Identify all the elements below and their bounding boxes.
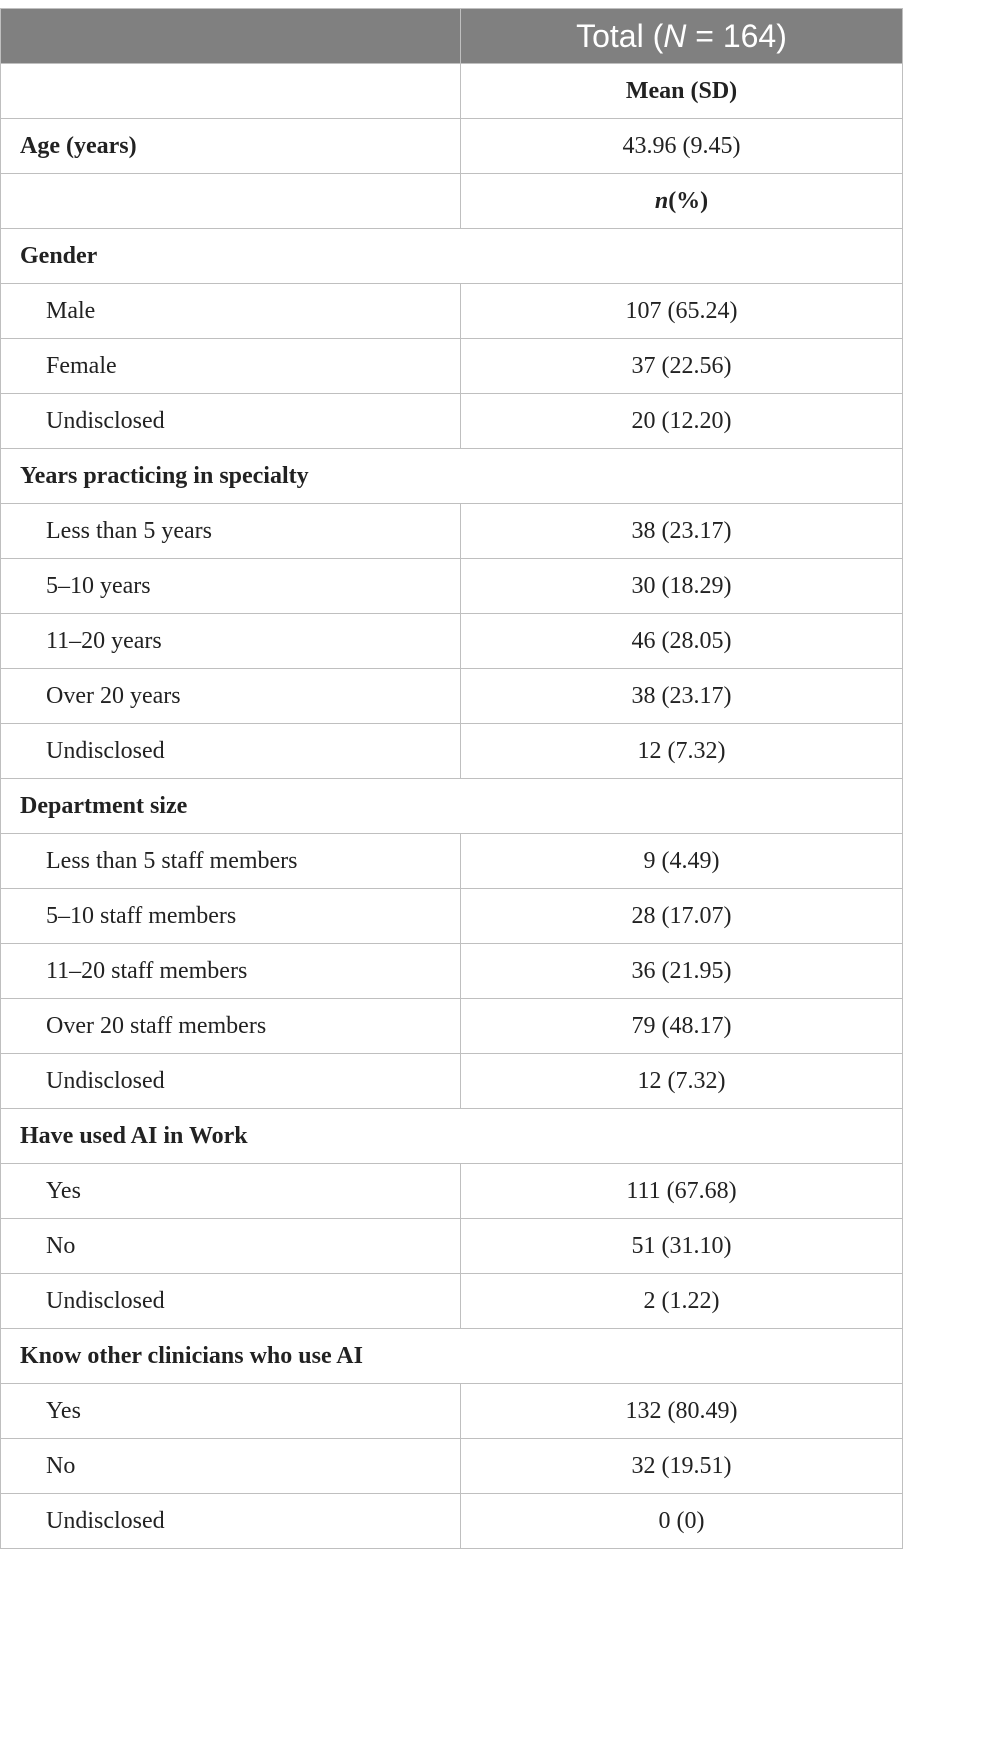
- table-row: [1, 284, 903, 339]
- age-value: 43.96 (9.45): [461, 119, 903, 174]
- row-value: 32 (19.51): [461, 1439, 903, 1494]
- row-value: 36 (21.95): [461, 944, 903, 999]
- row-value: 107 (65.24): [461, 284, 903, 339]
- table-row: [1, 339, 903, 394]
- table-row: [1, 944, 903, 999]
- row-value: 38 (23.17): [461, 504, 903, 559]
- row-label: Less than 5 staff members: [1, 834, 461, 889]
- table-row: [1, 889, 903, 944]
- table-row: [1, 1494, 903, 1549]
- table-row: [1, 1274, 903, 1329]
- section-title: Gender: [1, 229, 903, 284]
- total-n-italic: N: [663, 17, 687, 54]
- row-value: 46 (28.05): [461, 614, 903, 669]
- empty-cell: [1, 174, 461, 229]
- empty-cell: [1, 64, 461, 119]
- total-header: Total (N = 164): [461, 9, 903, 64]
- age-row: [1, 119, 903, 174]
- table-row: [1, 724, 903, 779]
- table-row: [1, 394, 903, 449]
- row-label: Yes: [1, 1164, 461, 1219]
- table-row: [1, 1164, 903, 1219]
- row-label: Undisclosed: [1, 394, 461, 449]
- row-value: 38 (23.17): [461, 669, 903, 724]
- section-title: Years practicing in specialty: [1, 449, 903, 504]
- row-label: Undisclosed: [1, 1494, 461, 1549]
- section-header-row: [1, 229, 903, 284]
- section-title: Know other clinicians who use AI: [1, 1329, 903, 1384]
- table-row: [1, 614, 903, 669]
- row-value: 132 (80.49): [461, 1384, 903, 1439]
- row-label: Female: [1, 339, 461, 394]
- row-value: 12 (7.32): [461, 1054, 903, 1109]
- table-row: [1, 1384, 903, 1439]
- row-label: Undisclosed: [1, 1274, 461, 1329]
- row-value: 51 (31.10): [461, 1219, 903, 1274]
- table-row: [1, 504, 903, 559]
- row-value: 20 (12.20): [461, 394, 903, 449]
- section-title: Have used AI in Work: [1, 1109, 903, 1164]
- age-label: Age (years): [1, 119, 461, 174]
- table-row: [1, 1219, 903, 1274]
- row-label: Yes: [1, 1384, 461, 1439]
- section-header-row: [1, 1109, 903, 1164]
- mean-sd-label: Mean (SD): [461, 64, 903, 119]
- row-value: 0 (0): [461, 1494, 903, 1549]
- row-label: Undisclosed: [1, 724, 461, 779]
- row-value: 111 (67.68): [461, 1164, 903, 1219]
- row-label: 11–20 staff members: [1, 944, 461, 999]
- row-value: 79 (48.17): [461, 999, 903, 1054]
- row-label: No: [1, 1219, 461, 1274]
- section-header-row: [1, 779, 903, 834]
- row-label: Undisclosed: [1, 1054, 461, 1109]
- row-label: 11–20 years: [1, 614, 461, 669]
- section-header-row: [1, 449, 903, 504]
- row-value: 2 (1.22): [461, 1274, 903, 1329]
- n-pct-row: [1, 174, 903, 229]
- mean-sd-row: [1, 64, 903, 119]
- row-value: 9 (4.49): [461, 834, 903, 889]
- table-row: [1, 834, 903, 889]
- section-header-row: [1, 1329, 903, 1384]
- header-empty-cell: [1, 9, 461, 64]
- row-value: 37 (22.56): [461, 339, 903, 394]
- row-label: No: [1, 1439, 461, 1494]
- row-label: 5–10 years: [1, 559, 461, 614]
- demographics-table: [0, 8, 903, 1549]
- row-value: 30 (18.29): [461, 559, 903, 614]
- row-label: Male: [1, 284, 461, 339]
- row-label: Over 20 years: [1, 669, 461, 724]
- row-label: Over 20 staff members: [1, 999, 461, 1054]
- header-row: [1, 9, 903, 64]
- n-pct-label: n(%): [461, 174, 903, 229]
- row-label: Less than 5 years: [1, 504, 461, 559]
- table-row: [1, 559, 903, 614]
- table-row: [1, 999, 903, 1054]
- row-value: 28 (17.07): [461, 889, 903, 944]
- row-value: 12 (7.32): [461, 724, 903, 779]
- table-row: [1, 669, 903, 724]
- section-title: Department size: [1, 779, 903, 834]
- row-label: 5–10 staff members: [1, 889, 461, 944]
- table-row: [1, 1054, 903, 1109]
- table-row: [1, 1439, 903, 1494]
